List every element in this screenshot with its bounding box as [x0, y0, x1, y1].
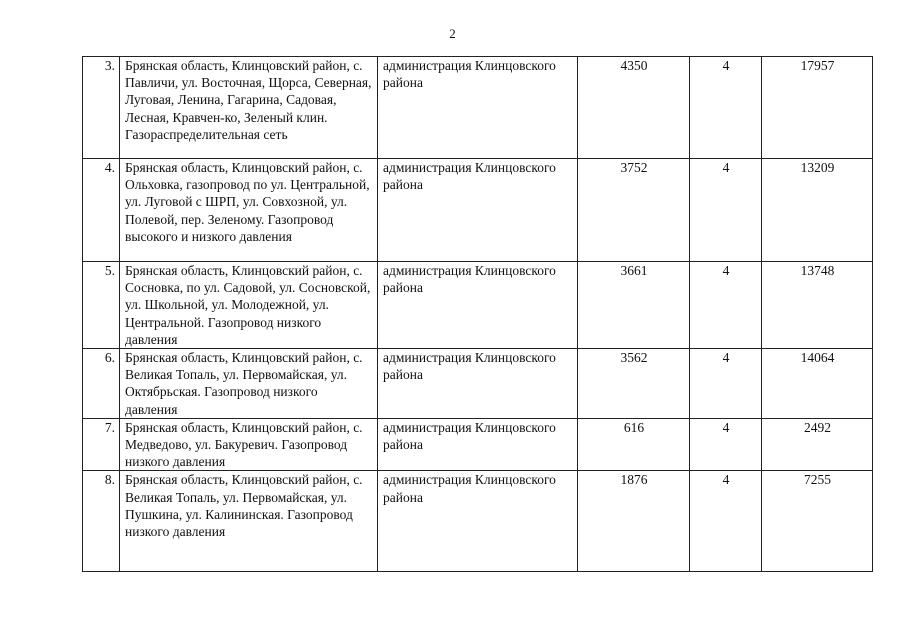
object-length: 616	[578, 418, 690, 471]
page-number: 2	[449, 26, 456, 41]
table-row	[83, 159, 873, 262]
object-owner: администрация Клинцовского района	[378, 159, 578, 262]
object-owner: администрация Клинцовского района	[378, 418, 578, 471]
row-number: 7.	[83, 418, 120, 471]
row-number: 4.	[83, 159, 120, 262]
object-length: 3752	[578, 159, 690, 262]
object-class: 4	[690, 471, 762, 572]
object-length: 1876	[578, 471, 690, 572]
object-value: 14064	[762, 349, 873, 419]
object-class: 4	[690, 349, 762, 419]
row-number: 3.	[83, 57, 120, 159]
object-address: Брянская область, Клинцовский район, с. Сосновка, по ул. Садовой, ул. Сосновской, ул. Школьной, ул. Молодежной, ул. Центральной. Газопровод низкого давления	[120, 262, 378, 349]
table-row	[83, 418, 873, 471]
object-owner: администрация Клинцовского района	[378, 262, 578, 349]
object-value: 7255	[762, 471, 873, 572]
property-table	[82, 56, 873, 572]
object-owner: администрация Клинцовского района	[378, 349, 578, 419]
table-row	[83, 57, 873, 159]
row-number: 5.	[83, 262, 120, 349]
table-row	[83, 471, 873, 572]
object-length: 4350	[578, 57, 690, 159]
object-address: Брянская область, Клинцовский район, с. Великая Топаль, ул. Первомайская, ул. Пушкина, ул. Калининская. Газопровод низкого давления	[120, 471, 378, 572]
row-number: 6.	[83, 349, 120, 419]
object-value: 13209	[762, 159, 873, 262]
row-number: 8.	[83, 471, 120, 572]
table-row	[83, 262, 873, 349]
object-class: 4	[690, 418, 762, 471]
object-length: 3661	[578, 262, 690, 349]
object-length: 3562	[578, 349, 690, 419]
object-address: Брянская область, Клинцовский район, с. Великая Топаль, ул. Первомайская, ул. Октябрьская. Газопровод низкого давления	[120, 349, 378, 419]
object-class: 4	[690, 57, 762, 159]
object-value: 13748	[762, 262, 873, 349]
object-owner: администрация Клинцовского района	[378, 471, 578, 572]
object-value: 2492	[762, 418, 873, 471]
object-address: Брянская область, Клинцовский район, с. Ольховка, газопровод по ул. Центральной, ул. Луговой с ШРП, ул. Совхозной, ул. Полевой, пер. Зеленому. Газопровод высокого и низкого давления	[120, 159, 378, 262]
object-class: 4	[690, 159, 762, 262]
object-class: 4	[690, 262, 762, 349]
table-row	[83, 349, 873, 419]
object-owner: администрация Клинцовского района	[378, 57, 578, 159]
object-value: 17957	[762, 57, 873, 159]
object-address: Брянская область, Клинцовский район, с. Павличи, ул. Восточная, Щорса, Северная, Луговая, Ленина, Гагарина, Садовая, Лесная, Кравчен-ко, Зеленый клин. Газораспределительная сеть	[120, 57, 378, 159]
object-address: Брянская область, Клинцовский район, с. Медведово, ул. Бакуревич. Газопровод низкого давления	[120, 418, 378, 471]
